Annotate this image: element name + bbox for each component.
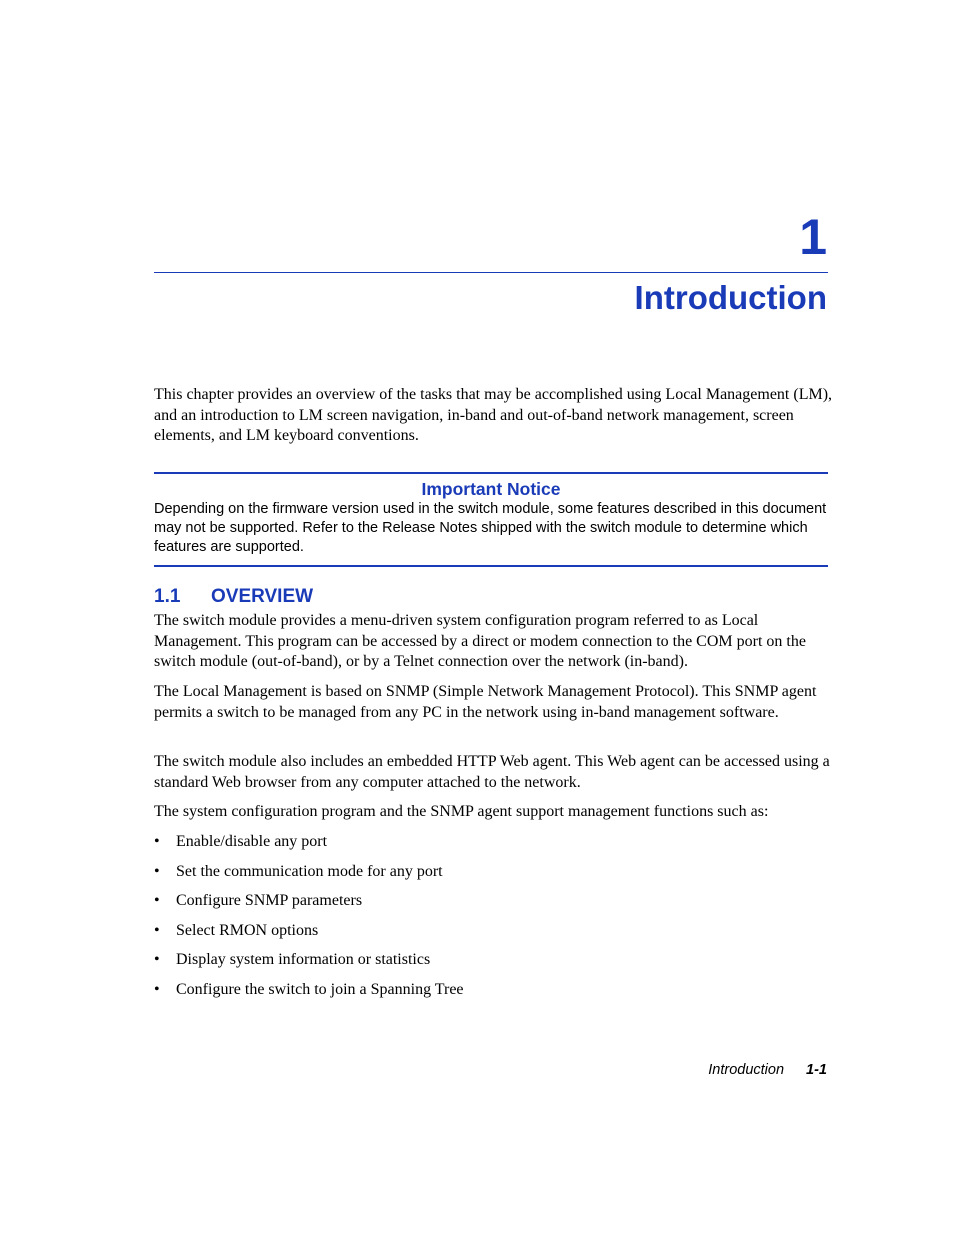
- notice-text: Depending on the firmware version used in the switch module, some features described in this document may not be supported. Refer to the Release Notes shipped with the switch module to determine which features are supported.: [154, 501, 827, 555]
- bullet-icon: •: [154, 833, 160, 850]
- bullet-icon: •: [154, 921, 160, 939]
- overview-paragraph-4: The system configuration program and the SNMP agent support management functions such as:: [154, 803, 769, 820]
- section-number: 1.1: [154, 586, 181, 607]
- list-item: [154, 832, 834, 862]
- intro-paragraph: This chapter provides an overview of the tasks that may be accomplished using Local Management (LM), and an introduction to LM screen navigation, in-band and out-of-band network management, screen elements, and LM keyboard conventions.: [154, 386, 833, 444]
- list-item: [154, 921, 834, 951]
- function-list: [154, 832, 834, 1010]
- page-footer: [708, 1060, 827, 1080]
- bullet-icon: •: [154, 951, 160, 969]
- list-item: [154, 891, 834, 921]
- list-item: [154, 862, 834, 892]
- section-heading: [154, 585, 313, 609]
- list-item-text: Configure the switch to join a Spanning Tree: [176, 980, 464, 998]
- footer-label: Introduction: [708, 1062, 785, 1078]
- notice-bottom-rule: [154, 565, 828, 567]
- list-item-text: Enable/disable any port: [176, 833, 328, 850]
- bullet-icon: •: [154, 980, 160, 998]
- list-item-text: Set the communication mode for any port: [176, 862, 443, 880]
- bullet-icon: •: [154, 862, 160, 880]
- notice-heading: Important Notice: [421, 479, 561, 499]
- list-item: [154, 980, 834, 1010]
- list-item-text: Configure SNMP parameters: [176, 892, 363, 910]
- list-item: [154, 950, 834, 980]
- notice-top-rule: [154, 472, 828, 474]
- page-number: 1-1: [806, 1062, 827, 1078]
- overview-paragraph-2: The Local Management is based on SNMP (Simple Network Management Protocol). This SNMP agent permits a switch to be managed from any PC in the network using in-band management software.: [154, 683, 817, 721]
- chapter-title: Introduction: [634, 279, 827, 316]
- overview-paragraph-3: The switch module also includes an embedded HTTP Web agent. This Web agent can be accessed using a standard Web browser from any computer attached to the network.: [154, 753, 830, 791]
- section-title: OVERVIEW: [211, 586, 314, 607]
- chapter-number: 1: [799, 209, 827, 265]
- overview-paragraph-1: The switch module provides a menu-driven system configuration program referred to as Local Management. This program can be accessed by a direct or modem connection to the COM port on the switch module (out-of-band), or by a Telnet connection over the network (in-band).: [154, 612, 806, 670]
- list-item-text: Display system information or statistics: [176, 951, 431, 969]
- chapter-divider: [154, 272, 828, 273]
- list-item-text: Select RMON options: [176, 921, 319, 939]
- bullet-icon: •: [154, 892, 160, 910]
